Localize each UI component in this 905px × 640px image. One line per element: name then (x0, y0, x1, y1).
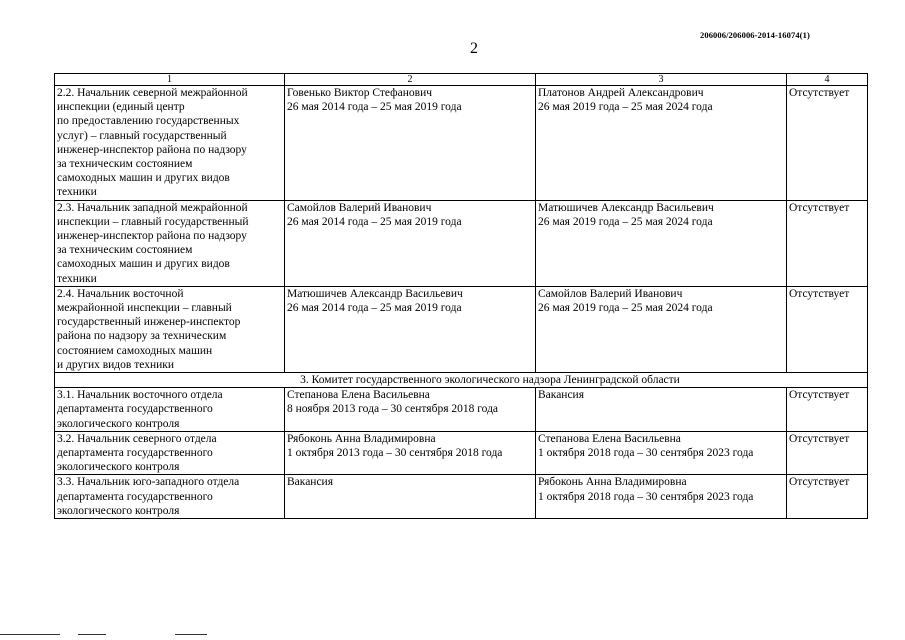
column-header: 3 (536, 74, 787, 86)
page-number: 2 (470, 40, 478, 57)
status-cell: Отсутствует (787, 388, 868, 432)
appointments-table (54, 73, 868, 519)
position-cell: 3.2. Начальник северного отдела департамента государственного экологического контроля (55, 431, 285, 475)
position-cell: 2.2. Начальник северной межрайонной инспекции (единый центр по предоставлению государственных услуг) – главный государственный инженер-инспектор района по надзору за техническим состоянием самоходных машин и других видов техники (55, 86, 285, 201)
status-cell: Отсутствует (787, 286, 868, 372)
current-holder-cell: Говенько Виктор Стефанович 26 мая 2014 года – 25 мая 2019 года (285, 86, 536, 201)
position-cell: 3.1. Начальник восточного отдела департамента государственного экологического контроля (55, 388, 285, 432)
section-row (55, 373, 868, 388)
column-header: 2 (285, 74, 536, 86)
next-holder-cell: Вакансия (536, 388, 787, 432)
table-row (55, 286, 868, 372)
status-cell: Отсутствует (787, 200, 868, 286)
status-cell: Отсутствует (787, 475, 868, 519)
table-row (55, 431, 868, 475)
status-cell: Отсутствует (787, 431, 868, 475)
table-row (55, 86, 868, 201)
current-holder-cell: Рябоконь Анна Владимировна 1 октября 2013 года – 30 сентября 2018 года (285, 431, 536, 475)
position-cell: 2.4. Начальник восточной межрайонной инспекции – главный государственный инженер-инспектор района по надзору за техническим состоянием самоходных машин и других видов техники (55, 286, 285, 372)
position-cell: 2.3. Начальник западной межрайонной инспекции – главный государственный инженер-инспектор района по надзору за техническим состоянием самоходных машин и других видов техники (55, 200, 285, 286)
next-holder-cell: Самойлов Валерий Иванович 26 мая 2019 года – 25 мая 2024 года (536, 286, 787, 372)
table-row (55, 475, 868, 519)
scan-edge-lines (0, 634, 905, 636)
next-holder-cell: Матюшичев Александр Васильевич 26 мая 2019 года – 25 мая 2024 года (536, 200, 787, 286)
table-header-row (55, 74, 868, 86)
table-row (55, 388, 868, 432)
table-row (55, 200, 868, 286)
column-header: 1 (55, 74, 285, 86)
scan-line (175, 634, 207, 635)
current-holder-cell: Матюшичев Александр Васильевич 26 мая 2014 года – 25 мая 2019 года (285, 286, 536, 372)
section-title: 3. Комитет государственного экологического надзора Ленинградской области (55, 373, 868, 388)
current-holder-cell: Самойлов Валерий Иванович 26 мая 2014 года – 25 мая 2019 года (285, 200, 536, 286)
scan-line (78, 634, 106, 635)
position-cell: 3.3. Начальник юго-западного отдела департамента государственного экологического контроля (55, 475, 285, 519)
document-id: 206006/206006-2014-16074(1) (700, 30, 810, 40)
next-holder-cell: Рябоконь Анна Владимировна 1 октября 2018 года – 30 сентября 2023 года (536, 475, 787, 519)
scan-line (0, 634, 60, 635)
column-header: 4 (787, 74, 868, 86)
current-holder-cell: Степанова Елена Васильевна 8 ноября 2013 года – 30 сентября 2018 года (285, 388, 536, 432)
current-holder-cell: Вакансия (285, 475, 536, 519)
next-holder-cell: Платонов Андрей Александрович 26 мая 2019 года – 25 мая 2024 года (536, 86, 787, 201)
next-holder-cell: Степанова Елена Васильевна 1 октября 2018 года – 30 сентября 2023 года (536, 431, 787, 475)
status-cell: Отсутствует (787, 86, 868, 201)
